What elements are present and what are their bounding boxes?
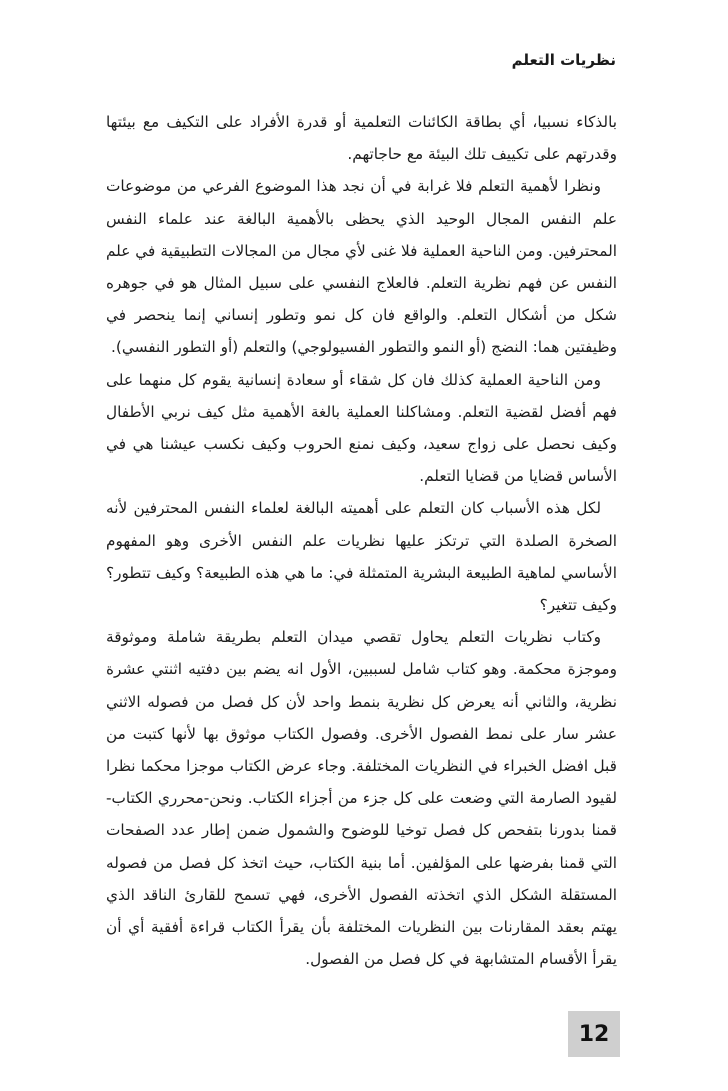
paragraph-5: وكتاب نظريات التعلم يحاول تقصي ميدان التعلم بطريقة شاملة وموثوقة وموجزة محكمة. وهو كتاب شامل لسببين، الأول انه يضم بين دفتيه اثنتي عشرة نظرية، والثاني أنه يعرض كل نظرية بنمط واحد لأن كل فصل من فصوله الاثني عشر سار على نمط الفصول الأخرى. وفصول الكتاب موثوق بها لأنها كتبت من قبل افضل الخبراء في النظريات المختلفة. وجاء عرض الكتاب موجزا محكما نظرا لقيود الصارمة التي وضعت على كل جزء من أجزاء الكتاب. ونحن-محرري الكتاب-قمنا بدورنا بتفحص كل فصل توخيا للوضوح والشمول ضمن إطار عدد الصفحات التي قمنا بفرضها على المؤلفين. أما بنية الكتاب، حيث اتخذ كل فصل من فصوله المستقلة الشكل الذي اتخذته الفصول الأخرى، فهي تسمح للقارئ الناقد الذي يهتم بعقد المقارنات بين النظريات المختلفة بأن يقرأ الكتاب قراءة أفقية أي أن يقرأ الأقسام المتشابهة في كل فصل من الفصول. bbox=[106, 628, 617, 969]
body-text bbox=[106, 106, 617, 975]
page-number-box bbox=[568, 1011, 620, 1057]
page-number: 12 bbox=[578, 1021, 610, 1047]
paragraph-1: بالذكاء نسبيا، أي بطاقة الكائنات التعلمية أو قدرة الأفراد على التكيف مع بيئتها وقدرتهم على تكييف تلك البيئة مع حاجاتهم. bbox=[106, 113, 617, 164]
paragraph-4: لكل هذه الأسباب كان التعلم على أهميته البالغة لعلماء النفس المحترفين لأنه الصخرة الصلدة التي ترتكز عليها نظريات علم النفس الأخرى وهو المفهوم الأساسي لماهية الطبيعة البشرية المتمثلة في: ما هي هذه الطبيعة؟ وكيف تتطور؟ وكيف تتغير؟ bbox=[106, 499, 617, 615]
running-header-title: نظريات التعلم bbox=[511, 51, 616, 69]
paragraph-3: ومن الناحية العملية كذلك فان كل شقاء أو سعادة إنسانية يقوم كل منهما على فهم أفضل لقضية التعلم. ومشاكلنا العملية بالغة الأهمية مثل كيف نربي الأطفال وكيف نحصل على زواج سعيد، وكيف نمنع الحروب وكيف نكسب عيشنا هي في الأساس قضايا من قضايا التعلم. bbox=[106, 370, 617, 486]
paragraph-2: ونظرا لأهمية التعلم فلا غرابة في أن نجد هذا الموضوع الفرعي من موضوعات علم النفس المجال الوحيد الذي يحظى بالأهمية البالغة عند علماء النفس المحترفين. ومن الناحية العملية فلا غنى لأي مجال من المجالات التطبيقية في علم النفس عن فهم نظرية التعلم. فالعلاج النفسي على سبيل المثال هو في جوهره شكل من أشكال التعلم. والواقع فان كل نمو وتطور إنساني إنما ينحصر في وظيفتين هما: النضج (أو النمو والتطور الفسيولوجي) والتعلم (أو التطور النفسي). bbox=[106, 177, 617, 357]
